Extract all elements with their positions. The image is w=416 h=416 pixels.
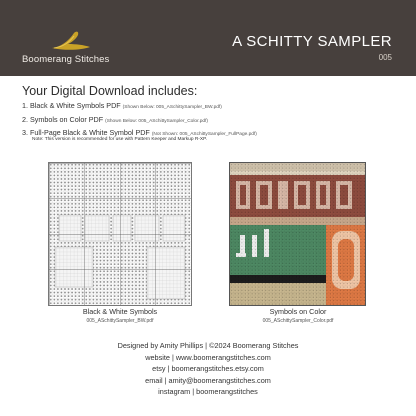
website-link[interactable]: website | www.boomerangstitches.com (145, 352, 271, 362)
color-pattern-preview (229, 162, 366, 306)
bw-pattern-preview (48, 162, 192, 306)
designer-credit: Designed by Amity Phillips | ©2024 Boomerang Stitches (117, 341, 299, 350)
instagram-link[interactable]: instagram | boomerangstitches (158, 387, 258, 397)
header-banner (0, 0, 416, 76)
download-heading: Your Digital Download includes: (22, 84, 198, 98)
download-item-bw (22, 101, 402, 110)
download-list (22, 101, 402, 142)
brand-name: Boomerang Stitches (22, 54, 110, 65)
etsy-link[interactable]: etsy | boomerangstitches.etsy.com (152, 364, 264, 374)
usage-note: Note: This version is recommended for use with Pattern Keeper and Markup R-XP. (32, 137, 207, 142)
item-note: (Shown Below: 005_ASchittySampler_Color.pdf) (105, 118, 209, 124)
credits-block (58, 340, 358, 398)
item-label: 1. Black & White Symbols PDF (22, 101, 121, 110)
page-title: A SCHITTY SAMPLER (232, 33, 392, 50)
bw-pattern-graphic (49, 163, 191, 305)
pattern-code: 005 (378, 53, 392, 62)
item-note: (Shown Below: 005_ASchittySampler_BW.pdf) (122, 105, 222, 110)
color-pattern-graphic (230, 163, 365, 305)
item-note: (Not Shown: 005_ASchittySampler_FullPage.pdf) (151, 132, 257, 137)
download-item-color (22, 115, 402, 124)
color-preview-filename: 005_ASchittySampler_Color.pdf (262, 318, 334, 324)
boomerang-icon (48, 30, 92, 52)
item-label: 3. Full-Page Black & White Symbol PDF (22, 128, 150, 137)
item-label: 2. Symbols on Color PDF (22, 114, 104, 124)
bw-preview-title: Black & White Symbols (82, 307, 158, 316)
color-preview-title: Symbols on Color (269, 307, 327, 316)
email-link[interactable]: email | amity@boomerangstitches.com (145, 375, 271, 385)
download-item-fullpage (22, 128, 402, 137)
bw-preview-filename: 005_ASchittySampler_BW.pdf (86, 318, 154, 324)
